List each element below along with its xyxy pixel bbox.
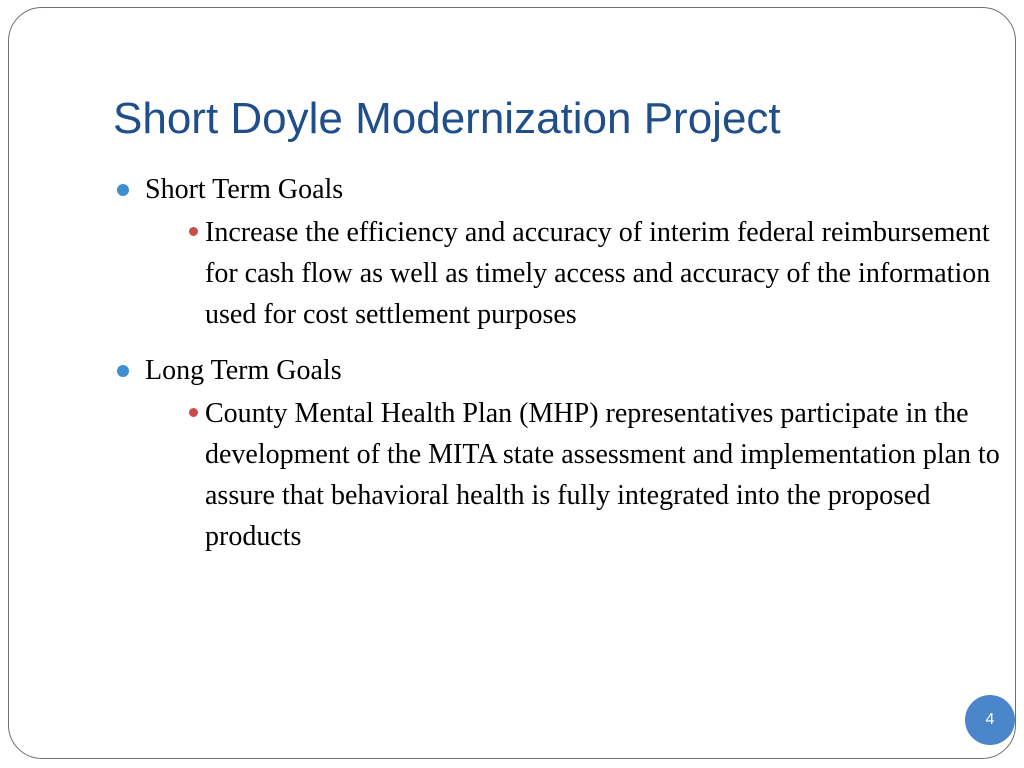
bullet-long-term-goals [115,351,1000,557]
section-heading: Long Term Goals [145,355,342,386]
page-number-badge [965,695,1015,745]
bullet-dot-icon [117,365,129,377]
sub-bullet-dot-icon [189,408,198,417]
section-heading: Short Term Goals [145,174,344,205]
sub-bullet-short-term [145,212,1005,335]
sub-bullet-long-term [145,393,1005,557]
page-number: 4 [985,711,995,728]
sub-bullet-text: County Mental Health Plan (MHP) representatives participate in the development of the MITA state assessment and implementation plan to assure that behavioral health is fully integrated into the proposed products [205,398,1000,552]
sub-bullet-dot-icon [189,227,198,236]
sub-bullet-text: Increase the efficiency and accuracy of interim federal reimbursement for cash flow as well as timely access and accuracy of the information used for cost settlement purposes [205,217,991,330]
bullet-short-term-goals [115,170,991,335]
bullet-dot-icon [117,184,129,196]
slide-title: Short Doyle Modernization Project [113,94,781,143]
slide-content [115,170,1000,557]
